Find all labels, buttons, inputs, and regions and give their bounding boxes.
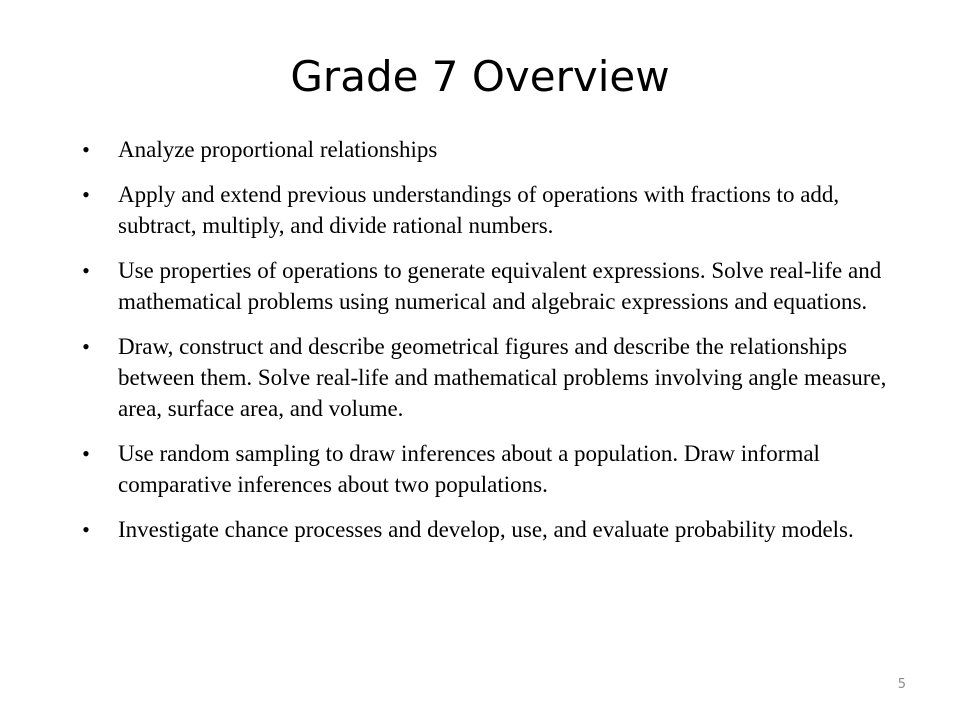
bullet-item <box>72 179 902 241</box>
bullet-text: Draw, construct and describe geometrical figures and describe the relationships between them. Solve real-life and mathematical problems involving angle measure, area, surface area, and volume. <box>118 334 887 421</box>
bullet-icon: • <box>82 182 90 207</box>
bullet-item <box>72 255 902 317</box>
bullet-text: Use properties of operations to generate equivalent expressions. Solve real-life and mathematical problems using numerical and algebraic expressions and equations. <box>118 258 882 314</box>
bullet-item <box>72 134 902 165</box>
bullet-icon: • <box>82 334 90 359</box>
bullet-item <box>72 331 902 424</box>
bullet-item <box>72 514 902 545</box>
slide-title: Grade 7 Overview <box>290 52 670 101</box>
slide-number: 5 <box>897 677 906 692</box>
bullet-text: Investigate chance processes and develop, use, and evaluate probability models. <box>118 517 854 542</box>
bullet-text: Use random sampling to draw inferences about a population. Draw informal comparative inferences about two populations. <box>118 441 820 497</box>
bullet-list <box>72 134 902 559</box>
bullet-item <box>72 438 902 500</box>
bullet-icon: • <box>82 258 90 283</box>
bullet-icon: • <box>82 137 90 162</box>
bullet-text: Analyze proportional relationships <box>118 137 438 162</box>
bullet-text: Apply and extend previous understandings of operations with fractions to add, subtract, multiply, and divide rational numbers. <box>118 182 840 238</box>
bullet-icon: • <box>82 441 90 466</box>
bullet-icon: • <box>82 517 90 542</box>
